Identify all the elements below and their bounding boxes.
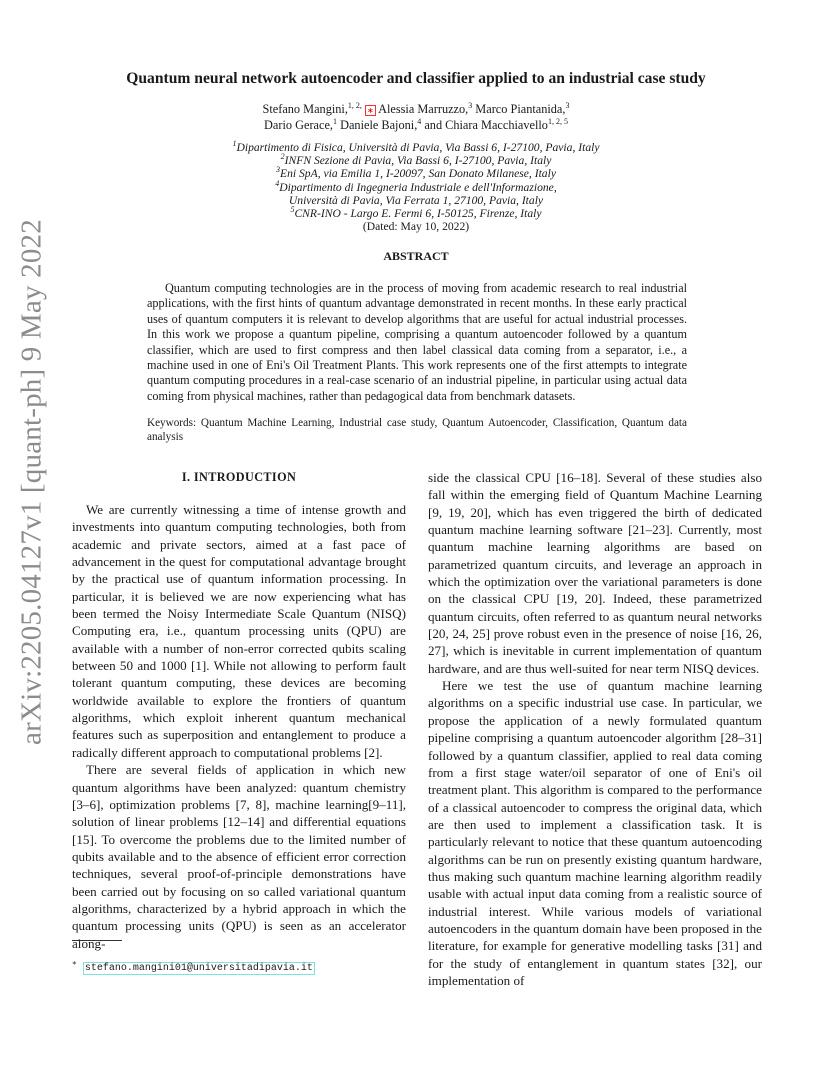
footnote-rule (72, 940, 122, 941)
keywords: Keywords: Quantum Machine Learning, Industrial case study, Quantum Autoencoder, Classification, Quantum data analysis (147, 417, 687, 443)
affiliation-3: $^3$Eni SpA, via Emilia 1, I-20097, San Donato Milanese, Italy (276, 165, 556, 181)
paragraph: We are currently witnessing a time of intense growth and investments into quantum computing technologies, both from academic and private sectors, aimed at a fast pace of advancement in the quest for computational advantage brought by the practical use of quantum information processing. In particular, it is believed we are now experiencing what has been termed the Noisy Intermediate Scale Quantum (NISQ) Computing era, i.e., quantum processing units (QPU) are available with a number of non-error corrected qubits scaling between 50 and 1000 [1]. While not allowing to perform fault tolerant quantum computing, these devices are becoming worldwide available to explore the frontiers of quantum algorithms, which exploit inherent quantum mechanical features such as superposition and entanglement to produce a radically different approach to computational problems [2]. (72, 502, 406, 760)
paragraph: Here we test the use of quantum machine learning algorithms on a specific industrial use case. In particular, we propose the application of a newly formulated quantum pipeline comprising a quantum autoencoder algorithm [28–31] followed by a quantum classifier, applied to real data coming from a first stage water/oil separator of one of Eni's oil treatment plant. This algorithm is compared to the performance of a classical autoencoder to compress the original data, which are then used to implement a classification task. It is particularly relevant to notice that these quantum autoencoding algorithms can be run on presently existing quantum hardware, thus making such quantum machine learning algorithm readily usable with actual input data coming from a realistic source of industrial interest. While various models of variational autoencoders in the quantum domain have been proposed in the literature, for example for generative modelling tasks [31] and for the study of entanglement in quantum states [32], our implementation of (428, 678, 762, 988)
paper-title: Quantum neural network autoencoder and classifier applied to an industrial case study (126, 70, 706, 87)
paragraph: There are several fields of application in which new quantum algorithms have been analyzed: quantum chemistry [3–6], optimization problems [7, 8], machine learning[9–11], solution of linear problems [12–14] and differential equations [15]. To overcome the problems due to the limited number of qubits available and to the absence of efficient error correction techniques, several proof-of-principle demonstrations have been carried out by focusing on so called variational quantum algorithms, characterized by a hybrid approach in which the quantum processing units (QPU) is seen as an accelerator along- (72, 762, 406, 951)
affiliation-2: $^2$INFN Sezione di Pavia, Via Bassi 6, I-27100, Pavia, Italy (280, 152, 552, 168)
abstract-text: Quantum computing technologies are in the process of moving from academic research to real industrial applications, with the first hints of quantum advantage demonstrated in recent months. In these early practical uses of quantum computers it is relevant to develop algorithms that are useful for actual industrial processes. In this work we propose a quantum pipeline, comprising a quantum autoencoder followed by a quantum classifier, which are used to first compress and then label classical data coming from a separator, i.e., a machine used in one of Eni's Oil Treatment Plants. This work represents one of the first attempts to integrate quantum computing procedures in a real-case scenario of an industrial pipeline, in particular using actual data coming from physical machines, rather than pedagogical data from benchmark datasets. (147, 281, 687, 403)
footnote-email-link[interactable]: stefano.mangini01@universitadipavia.it (84, 963, 313, 974)
affiliations (120, 141, 712, 233)
paragraph: side the classical CPU [16–18]. Several of these studies also fall within the emerging field of Quantum Machine Learning [9, 19, 20], which has even triggered the birth of dedicated quantum machine learning software [21–23]. Currently, most quantum machine learning algorithms are based on parametrized quantum circuits, and leverage an approach in which the optimization over the variational parameters is done on the classical CPU [19, 20]. Indeed, these parametrized quantum circuits, often referred to as quantum neural networks [20, 24, 25] prove robust even in the presence of noise [16, 26, 27], which is inevitable in current implementation of quantum hardware, and are thus well-suited for near term NISQ devices. (428, 470, 762, 676)
authors-line-2: Dario Gerace,$^1$ Daniele Bajoni,$^4$ and Chiara Macchiavello$^{1, 2, 5}$ (264, 116, 568, 132)
footnote (72, 959, 315, 974)
affiliation-4: $^4$Dipartimento di Ingegneria Industriale e dell'Informazione, (275, 178, 557, 194)
affiliation-5: $^5$CNR-INO - Largo E. Fermi 6, I-50125, Firenze, Italy (290, 205, 542, 221)
author-list (120, 102, 712, 133)
abstract-heading: ABSTRACT (383, 249, 449, 263)
arxiv-stamp: arXiv:2205.04127v1 [quant-ph] 9 May 2022 (15, 219, 48, 745)
affiliation-1: $^1$Dipartimento di Fisica, Università di Pavia, Via Bassi 6, I-27100, Pavia, Italy (232, 139, 600, 154)
right-column (428, 469, 762, 989)
left-column (72, 501, 406, 952)
date: (Dated: May 10, 2022) (362, 220, 470, 234)
affiliation-4-cont: Università di Pavia, Via Ferrata 1, 27100, Pavia, Italy (288, 193, 544, 207)
authors-line-1: Stefano Mangini,$^{1, 2,}$ ∗ Alessia Marruzzo,$^3$ Marco Piantanida,$^3$ (262, 100, 570, 116)
footnote-marker: ∗ (72, 959, 77, 969)
footnote-link[interactable]: ∗ (366, 106, 374, 115)
section-heading: I. INTRODUCTION (181, 470, 297, 484)
